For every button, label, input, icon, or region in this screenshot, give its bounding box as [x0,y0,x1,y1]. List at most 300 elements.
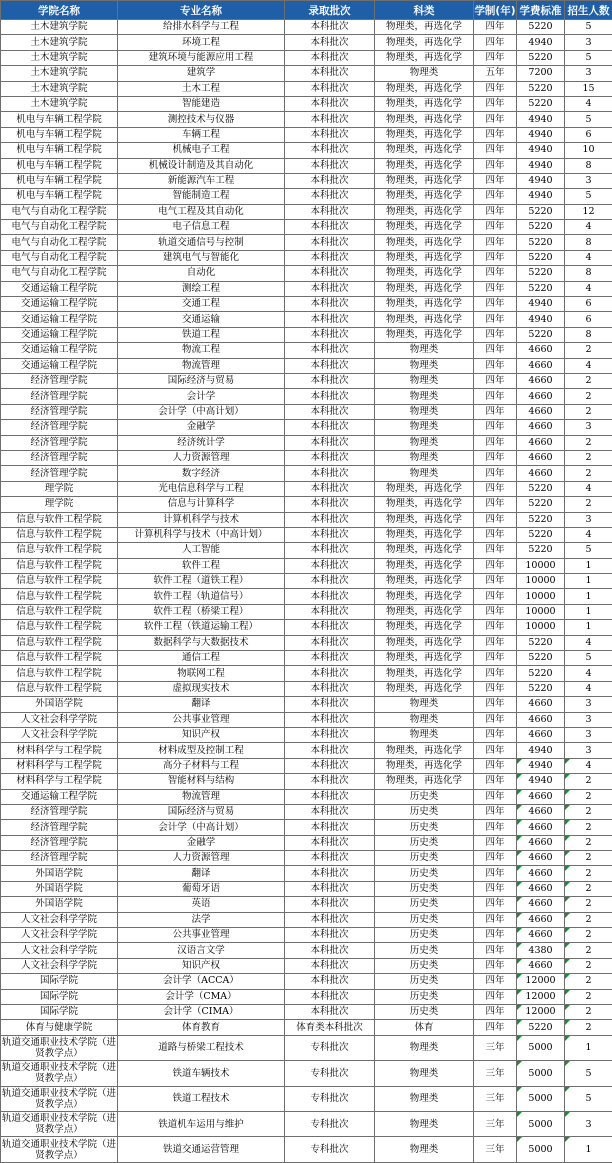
cell-quota: 10 [565,143,612,158]
cell-major: 葡萄牙语 [118,881,285,896]
cell-quota: 4 [565,96,612,111]
table-row [1,651,612,666]
table-row [1,96,612,111]
cell-quota: 1 [565,1035,612,1060]
cell-major: 软件工程（道铁工程） [118,574,285,589]
cell-quota: 1 [565,574,612,589]
cell-quota: 3 [565,727,612,742]
table-row [1,466,612,481]
cell-quota: 2 [565,989,612,1004]
cell-quota: 4 [565,250,612,265]
cell-years: 四年 [474,497,517,512]
cell-batch: 本科批次 [285,651,375,666]
cell-years: 四年 [474,804,517,819]
cell-major: 软件工程（铁道运输工程） [118,620,285,635]
cell-years: 四年 [474,1020,517,1035]
cell-major: 会计学（中高计划） [118,404,285,419]
cell-quota: 8 [565,158,612,173]
cell-years: 四年 [474,312,517,327]
table-row [1,1061,612,1086]
cell-years: 四年 [474,558,517,573]
cell-major: 电气工程及其自动化 [118,204,285,219]
cell-years: 四年 [474,143,517,158]
cell-years: 三年 [474,1061,517,1086]
table-row [1,297,612,312]
table-row [1,635,612,650]
cell-quota: 4 [565,481,612,496]
cell-major: 法学 [118,912,285,927]
cell-tuition: 4660 [517,358,565,373]
cell-college: 经济管理学院 [1,851,118,866]
cell-subject: 物理类，再选化学 [375,281,474,296]
cell-quota: 5 [565,112,612,127]
cell-years: 四年 [474,281,517,296]
table-row [1,804,612,819]
cell-batch: 本科批次 [285,512,375,527]
cell-tuition: 5220 [517,20,565,35]
cell-batch: 本科批次 [285,281,375,296]
cell-major: 给排水科学与工程 [118,20,285,35]
cell-subject: 物理类，再选化学 [375,266,474,281]
cell-subject: 物理类，再选化学 [375,112,474,127]
cell-years: 四年 [474,435,517,450]
header-quota: 招生人数 [565,1,612,20]
cell-years: 四年 [474,389,517,404]
table-row [1,881,612,896]
cell-major: 软件工程（桥梁工程） [118,604,285,619]
cell-major: 通信工程 [118,651,285,666]
table-row [1,943,612,958]
cell-college: 轨道交通职业技术学院（进贤教学点） [1,1087,116,1110]
cell-quota: 2 [565,912,612,927]
cell-tuition: 4660 [517,450,565,465]
cell-batch: 本科批次 [285,404,375,419]
cell-subject: 物理类，再选化学 [375,220,474,235]
cell-major: 铁道车辆技术 [118,1061,285,1086]
table-row [1,127,612,142]
cell-batch: 本科批次 [285,804,375,819]
cell-quota: 5 [565,189,612,204]
cell-college: 轨道交通职业技术学院（进贤教学点） [1,1036,116,1059]
cell-subject: 物理类，再选化学 [375,527,474,542]
cell-college: 信息与软件工程学院 [1,651,118,666]
cell-batch: 专科批次 [285,1111,375,1136]
cell-batch: 专科批次 [285,1061,375,1086]
cell-batch: 本科批次 [285,143,375,158]
cell-years: 四年 [474,727,517,742]
table-row [1,897,612,912]
cell-subject: 物理类，再选化学 [375,158,474,173]
cell-subject: 物理类，再选化学 [375,250,474,265]
cell-tuition: 4940 [517,158,565,173]
cell-years: 四年 [474,851,517,866]
cell-tuition: 4940 [517,35,565,50]
cell-subject: 历史类 [375,881,474,896]
cell-years: 四年 [474,635,517,650]
cell-tuition: 4660 [517,820,565,835]
cell-subject: 物理类，再选化学 [375,173,474,188]
cell-subject: 物理类，再选化学 [375,20,474,35]
cell-tuition: 4940 [517,743,565,758]
cell-quota: 2 [565,928,612,943]
cell-batch: 本科批次 [285,389,375,404]
cell-tuition: 5220 [517,204,565,219]
table-row [1,512,612,527]
cell-quota: 2 [565,343,612,358]
cell-quota: 1 [565,620,612,635]
table-row [1,66,612,81]
cell-batch: 本科批次 [285,435,375,450]
cell-college: 信息与软件工程学院 [1,589,118,604]
cell-subject: 物理类，再选化学 [375,143,474,158]
cell-batch: 本科批次 [285,420,375,435]
cell-major: 环境工程 [118,35,285,50]
cell-quota: 6 [565,312,612,327]
cell-tuition: 5220 [517,651,565,666]
cell-quota: 2 [565,958,612,973]
cell-tuition: 5000 [517,1061,565,1086]
cell-subject: 历史类 [375,866,474,881]
cell-tuition: 4940 [517,173,565,188]
cell-batch: 本科批次 [285,527,375,542]
cell-batch: 本科批次 [285,820,375,835]
cell-years: 四年 [474,604,517,619]
cell-subject: 历史类 [375,943,474,958]
cell-batch: 本科批次 [285,727,375,742]
table-row [1,143,612,158]
cell-subject: 物理类，再选化学 [375,743,474,758]
cell-major: 机械设计制造及其自动化 [118,158,285,173]
header-subject: 科类 [375,1,474,20]
cell-college: 外国语学院 [1,881,118,896]
cell-college: 经济管理学院 [1,835,118,850]
cell-quota: 1 [565,604,612,619]
table-row [1,835,612,850]
cell-college: 电气与自动化工程学院 [1,250,118,265]
cell-tuition: 4940 [517,312,565,327]
cell-years: 四年 [474,450,517,465]
cell-major: 公共事业管理 [118,712,285,727]
cell-major: 会计学（CIMA） [118,1005,285,1020]
cell-college: 交通运输工程学院 [1,297,118,312]
table-row [1,543,612,558]
cell-major: 测绘工程 [118,281,285,296]
table-body [1,20,612,1163]
cell-quota: 3 [565,420,612,435]
cell-batch: 本科批次 [285,974,375,989]
cell-major: 国际经济与贸易 [118,373,285,388]
cell-batch: 本科批次 [285,881,375,896]
cell-subject: 历史类 [375,928,474,943]
cell-subject: 物理类 [375,1061,474,1086]
cell-college: 交通运输工程学院 [1,789,118,804]
cell-quota: 2 [565,943,612,958]
cell-major: 智能制造工程 [118,189,285,204]
cell-college: 机电与车辆工程学院 [1,143,118,158]
cell-tuition: 4660 [517,928,565,943]
cell-major: 知识产权 [118,727,285,742]
cell-quota: 8 [565,235,612,250]
cell-subject: 物理类，再选化学 [375,81,474,96]
cell-years: 四年 [474,96,517,111]
table-row [1,327,612,342]
cell-batch: 本科批次 [285,250,375,265]
cell-major: 交通工程 [118,297,285,312]
cell-quota: 2 [565,820,612,835]
cell-quota: 2 [565,774,612,789]
cell-major: 国际经济与贸易 [118,804,285,819]
cell-college: 电气与自动化工程学院 [1,266,118,281]
cell-batch: 本科批次 [285,220,375,235]
cell-college: 经济管理学院 [1,804,118,819]
cell-batch: 本科批次 [285,204,375,219]
cell-college: 机电与车辆工程学院 [1,158,118,173]
cell-years: 四年 [474,343,517,358]
cell-quota: 3 [565,173,612,188]
cell-quota: 6 [565,127,612,142]
cell-years: 四年 [474,743,517,758]
cell-batch: 本科批次 [285,66,375,81]
cell-years: 四年 [474,681,517,696]
header-row [1,1,612,20]
cell-quota: 4 [565,758,612,773]
cell-major: 金融学 [118,420,285,435]
cell-college: 信息与软件工程学院 [1,666,118,681]
cell-college: 交通运输工程学院 [1,343,118,358]
cell-batch: 本科批次 [285,574,375,589]
table-row [1,450,612,465]
cell-quota: 2 [565,835,612,850]
cell-subject: 物理类 [375,373,474,388]
cell-subject: 物理类，再选化学 [375,558,474,573]
cell-major: 数据科学与大数据技术 [118,635,285,650]
cell-batch: 本科批次 [285,312,375,327]
cell-major: 软件工程（轨道信号） [118,589,285,604]
cell-tuition: 5220 [517,250,565,265]
cell-tuition: 4940 [517,143,565,158]
table-row [1,1111,612,1136]
cell-college: 轨道交通职业技术学院（进贤教学点） [1,1113,116,1136]
cell-years: 四年 [474,651,517,666]
cell-college: 经济管理学院 [1,404,118,419]
cell-batch: 本科批次 [285,697,375,712]
cell-college: 交通运输工程学院 [1,312,118,327]
table-row [1,250,612,265]
cell-subject: 物理类，再选化学 [375,481,474,496]
cell-subject: 物理类，再选化学 [375,651,474,666]
cell-quota: 1 [565,1137,612,1162]
cell-major: 材料成型及控制工程 [118,743,285,758]
cell-college: 信息与软件工程学院 [1,574,118,589]
cell-subject: 物理类 [375,404,474,419]
cell-tuition: 4940 [517,774,565,789]
cell-subject: 物理类 [375,343,474,358]
cell-college: 轨道交通职业技术学院（进贤教学点） [1,1062,116,1085]
cell-quota: 2 [565,373,612,388]
cell-major: 智能建造 [118,96,285,111]
cell-batch: 本科批次 [285,466,375,481]
cell-batch: 本科批次 [285,712,375,727]
table-row [1,589,612,604]
table-row [1,989,612,1004]
cell-tuition: 5220 [517,266,565,281]
cell-years: 四年 [474,189,517,204]
table-row [1,81,612,96]
cell-major: 会计学 [118,389,285,404]
cell-years: 四年 [474,204,517,219]
cell-tuition: 4940 [517,297,565,312]
table-row [1,266,612,281]
cell-tuition: 4660 [517,881,565,896]
cell-years: 三年 [474,1111,517,1136]
cell-batch: 本科批次 [285,897,375,912]
cell-subject: 历史类 [375,1005,474,1020]
cell-major: 电子信息工程 [118,220,285,235]
cell-major: 铁道机车运用与维护 [118,1111,285,1136]
cell-quota: 2 [565,497,612,512]
cell-college: 交通运输工程学院 [1,358,118,373]
cell-years: 四年 [474,481,517,496]
cell-major: 测控技术与仪器 [118,112,285,127]
cell-college: 外国语学院 [1,697,118,712]
cell-quota: 12 [565,204,612,219]
cell-batch: 本科批次 [285,681,375,696]
cell-tuition: 4660 [517,866,565,881]
cell-subject: 物理类，再选化学 [375,620,474,635]
cell-subject: 历史类 [375,989,474,1004]
cell-years: 四年 [474,666,517,681]
cell-batch: 本科批次 [285,851,375,866]
cell-college: 国际学院 [1,1005,118,1020]
table-row [1,373,612,388]
cell-batch: 本科批次 [285,743,375,758]
cell-college: 电气与自动化工程学院 [1,204,118,219]
cell-quota: 3 [565,512,612,527]
table-row [1,404,612,419]
cell-major: 高分子材料与工程 [118,758,285,773]
cell-subject: 物理类，再选化学 [375,589,474,604]
cell-batch: 本科批次 [285,81,375,96]
cell-subject: 物理类 [375,1137,474,1162]
header-years: 学制(年) [474,1,517,20]
cell-batch: 本科批次 [285,989,375,1004]
cell-tuition: 5000 [517,1086,565,1111]
table-row [1,20,612,35]
cell-college: 人文社会科学学院 [1,943,118,958]
cell-subject: 历史类 [375,835,474,850]
cell-years: 四年 [474,789,517,804]
cell-college: 人文社会科学学院 [1,712,118,727]
table-row [1,820,612,835]
cell-tuition: 5220 [517,81,565,96]
cell-major: 建筑电气与智能化 [118,250,285,265]
cell-subject: 历史类 [375,897,474,912]
cell-quota: 2 [565,466,612,481]
cell-subject: 物理类，再选化学 [375,127,474,142]
cell-major: 会计学（CMA） [118,989,285,1004]
cell-years: 四年 [474,697,517,712]
cell-years: 四年 [474,835,517,850]
cell-years: 四年 [474,81,517,96]
cell-college: 信息与软件工程学院 [1,620,118,635]
cell-college: 信息与软件工程学院 [1,604,118,619]
table-row [1,420,612,435]
cell-major: 光电信息科学与工程 [118,481,285,496]
cell-quota: 2 [565,389,612,404]
cell-years: 四年 [474,266,517,281]
cell-quota: 2 [565,881,612,896]
cell-subject: 物理类，再选化学 [375,666,474,681]
cell-years: 四年 [474,50,517,65]
cell-subject: 物理类 [375,1111,474,1136]
cell-college: 国际学院 [1,989,118,1004]
cell-batch: 本科批次 [285,481,375,496]
cell-batch: 专科批次 [285,1137,375,1162]
cell-quota: 2 [565,804,612,819]
cell-quota: 5 [565,651,612,666]
cell-tuition: 10000 [517,620,565,635]
cell-years: 四年 [474,127,517,142]
cell-college: 材料科学与工程学院 [1,774,118,789]
cell-college: 电气与自动化工程学院 [1,235,118,250]
cell-subject: 物理类，再选化学 [375,635,474,650]
table-row [1,1035,612,1060]
cell-tuition: 5220 [517,681,565,696]
cell-college: 土木建筑学院 [1,35,118,50]
cell-tuition: 4940 [517,758,565,773]
cell-subject: 物理类 [375,435,474,450]
cell-college: 机电与车辆工程学院 [1,127,118,142]
cell-tuition: 5220 [517,635,565,650]
cell-college: 材料科学与工程学院 [1,758,118,773]
cell-subject: 历史类 [375,789,474,804]
cell-major: 物流管理 [118,358,285,373]
cell-subject: 物理类，再选化学 [375,50,474,65]
cell-tuition: 4660 [517,835,565,850]
cell-college: 信息与软件工程学院 [1,527,118,542]
cell-major: 土木工程 [118,81,285,96]
cell-years: 四年 [474,297,517,312]
cell-batch: 专科批次 [285,1086,375,1111]
cell-batch: 本科批次 [285,635,375,650]
cell-college: 交通运输工程学院 [1,327,118,342]
cell-quota: 2 [565,404,612,419]
cell-tuition: 4940 [517,127,565,142]
cell-major: 机械电子工程 [118,143,285,158]
cell-major: 计算机科学与技术 [118,512,285,527]
table-row [1,1086,612,1111]
cell-college: 土木建筑学院 [1,96,118,111]
cell-quota: 3 [565,712,612,727]
cell-college: 材料科学与工程学院 [1,743,118,758]
cell-college: 机电与车辆工程学院 [1,189,118,204]
table-row [1,758,612,773]
cell-college: 信息与软件工程学院 [1,681,118,696]
table-row [1,1137,612,1162]
table-row [1,666,612,681]
cell-tuition: 4660 [517,897,565,912]
table-row [1,866,612,881]
table-row [1,697,612,712]
cell-tuition: 10000 [517,558,565,573]
cell-quota: 4 [565,527,612,542]
cell-batch: 专科批次 [285,1035,375,1060]
cell-college: 机电与车辆工程学院 [1,173,118,188]
cell-batch: 本科批次 [285,450,375,465]
cell-college: 经济管理学院 [1,420,118,435]
cell-years: 四年 [474,373,517,388]
cell-years: 四年 [474,358,517,373]
